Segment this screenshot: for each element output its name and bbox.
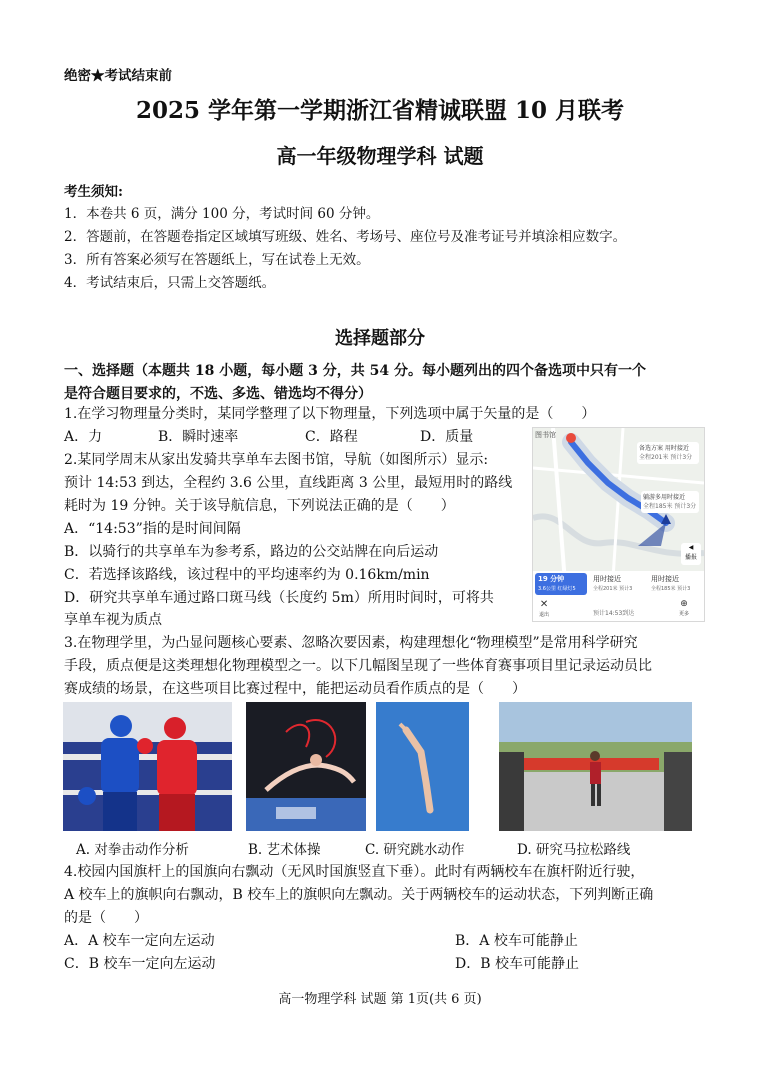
question-stem: 手段，质点便是这类理想化物理模型之一。以下几幅图呈现了一些体育赛事项目里记录运动员比 xyxy=(64,658,652,674)
notice-item: 4．考试结束后，只需上交答题纸。 xyxy=(64,275,276,291)
section-instruction: 一、选择题（本题共 18 小题，每小题 3 分，共 54 分。每小题列出的四个备选项中只有一个 xyxy=(64,363,646,379)
question-stem: 赛成绩的场景，在这些项目比赛过程中，能把运动员看作质点的是（ ） xyxy=(64,681,526,697)
option-a: A．A 校车一定向左运动 xyxy=(64,933,215,949)
option-d: D．质量 xyxy=(420,429,474,445)
gymnastics-photo xyxy=(246,702,366,831)
option-d-continued: 享单车视为质点 xyxy=(64,612,162,628)
confidential-label: 绝密★考试结束前 xyxy=(64,68,172,84)
voice-button[interactable]: ◀ 播报 xyxy=(681,543,701,565)
question-stem: 3.在物理学里，为凸显问题核心要素、忽略次要因素，构建理想化“物理模型”是常用科学研究 xyxy=(64,635,638,651)
route-tab-3[interactable]: 用时接近 全程185米 预计3 xyxy=(651,575,691,592)
photo-caption-a: A. 对拳击动作分析 xyxy=(76,842,189,858)
notice-heading: 考生须知: xyxy=(64,184,123,200)
navigation-map-image xyxy=(532,427,705,622)
marathon-photo xyxy=(499,702,692,831)
exam-title: 2025 学年第一学期浙江省精诚联盟 10 月联考 xyxy=(135,97,625,124)
notice-item: 3．所有答案必须写在答题纸上，写在试卷上无效。 xyxy=(64,252,370,268)
question-stem: 预计 14:53 到达，全程约 3.6 公里，直线距离 3 公里，最短用时的路线 xyxy=(64,475,513,491)
question-stem: 的是（ ） xyxy=(64,910,148,926)
option-a: A．“14:53”指的是时间间隔 xyxy=(64,521,241,537)
notice-item: 2．答题前，在答题卷指定区域填写班级、姓名、考场号、座位号及准考证号并填涂相应数字。 xyxy=(64,229,627,245)
speaker-icon: ◀ xyxy=(688,544,694,551)
option-a: A．力 xyxy=(64,429,103,445)
option-c: C．B 校车一定向左运动 xyxy=(64,956,216,972)
option-d: D．B 校车可能静止 xyxy=(455,956,579,972)
option-c: C．若选择该路线，该过程中的平均速率约为 0.16km/min xyxy=(64,567,430,583)
question-stem: 耗时为 19 分钟。关于该导航信息，下列说法正确的是（ ） xyxy=(64,498,455,514)
exit-button[interactable]: ✕ 退出 xyxy=(539,599,550,618)
photo-caption-c: C. 研究跳水动作 xyxy=(365,842,465,858)
option-b: B．以骑行的共享单车为参考系，路边的公交站牌在向后运动 xyxy=(64,544,439,560)
diving-photo xyxy=(376,702,469,831)
exam-subtitle: 高一年级物理学科 试题 xyxy=(276,144,484,168)
close-icon: ✕ xyxy=(539,599,549,610)
page-footer: 高一物理学科 试题 第 1页(共 6 页) xyxy=(278,992,482,1007)
question-stem: 2.某同学周末从家出发骑共享单车去图书馆，导航（如图所示）显示: xyxy=(64,452,489,468)
option-c: C．路程 xyxy=(305,429,358,445)
more-icon: ⊕ xyxy=(680,599,688,609)
route-callout-1[interactable]: 备选方案 用时接近 全程201米 预计3分 xyxy=(637,442,699,464)
question-stem: A 校车上的旗帜向右飘动，B 校车上的旗帜向左飘动。关于两辆校车的运动状态，下列判断正确 xyxy=(64,887,654,903)
photo-caption-d: D. 研究马拉松路线 xyxy=(517,842,631,858)
notice-item: 1．本卷共 6 页，满分 100 分，考试时间 60 分钟。 xyxy=(64,206,380,222)
photo-caption-b: B. 艺术体操 xyxy=(248,842,321,858)
route-tab-1[interactable]: 19 分钟 3.6公里 红绿灯5 xyxy=(535,573,587,595)
more-button[interactable]: ⊕ 更多 xyxy=(679,599,690,617)
option-b: B．瞬时速率 xyxy=(158,429,239,445)
question-stem: 4.校园内国旗杆上的国旗向右飘动（无风时国旗竖直下垂）。此时有两辆校车在旗杆附近行驶， xyxy=(64,864,645,880)
option-d: D．研究共享单车通过路口斑马线（长度约 5m）所用时间时，可将共 xyxy=(64,590,494,606)
map-top-label: 图书馆 xyxy=(535,431,556,439)
boxing-photo xyxy=(63,702,232,831)
section-title: 选择题部分 xyxy=(335,328,425,349)
eta-label: 预计14:53到达 xyxy=(593,610,635,617)
question-stem: 1.在学习物理量分类时，某同学整理了以下物理量，下列选项中属于矢量的是（ ） xyxy=(64,406,596,422)
option-b: B．A 校车可能静止 xyxy=(455,933,578,949)
section-instruction: 是符合题目要求的，不选、多选、错选均不得分） xyxy=(64,386,372,402)
route-tab-2[interactable]: 用时接近 全程201米 预计3 xyxy=(593,575,633,592)
route-callout-2[interactable]: 躺游多用时接近 全程185米 预计3分 xyxy=(641,491,699,513)
